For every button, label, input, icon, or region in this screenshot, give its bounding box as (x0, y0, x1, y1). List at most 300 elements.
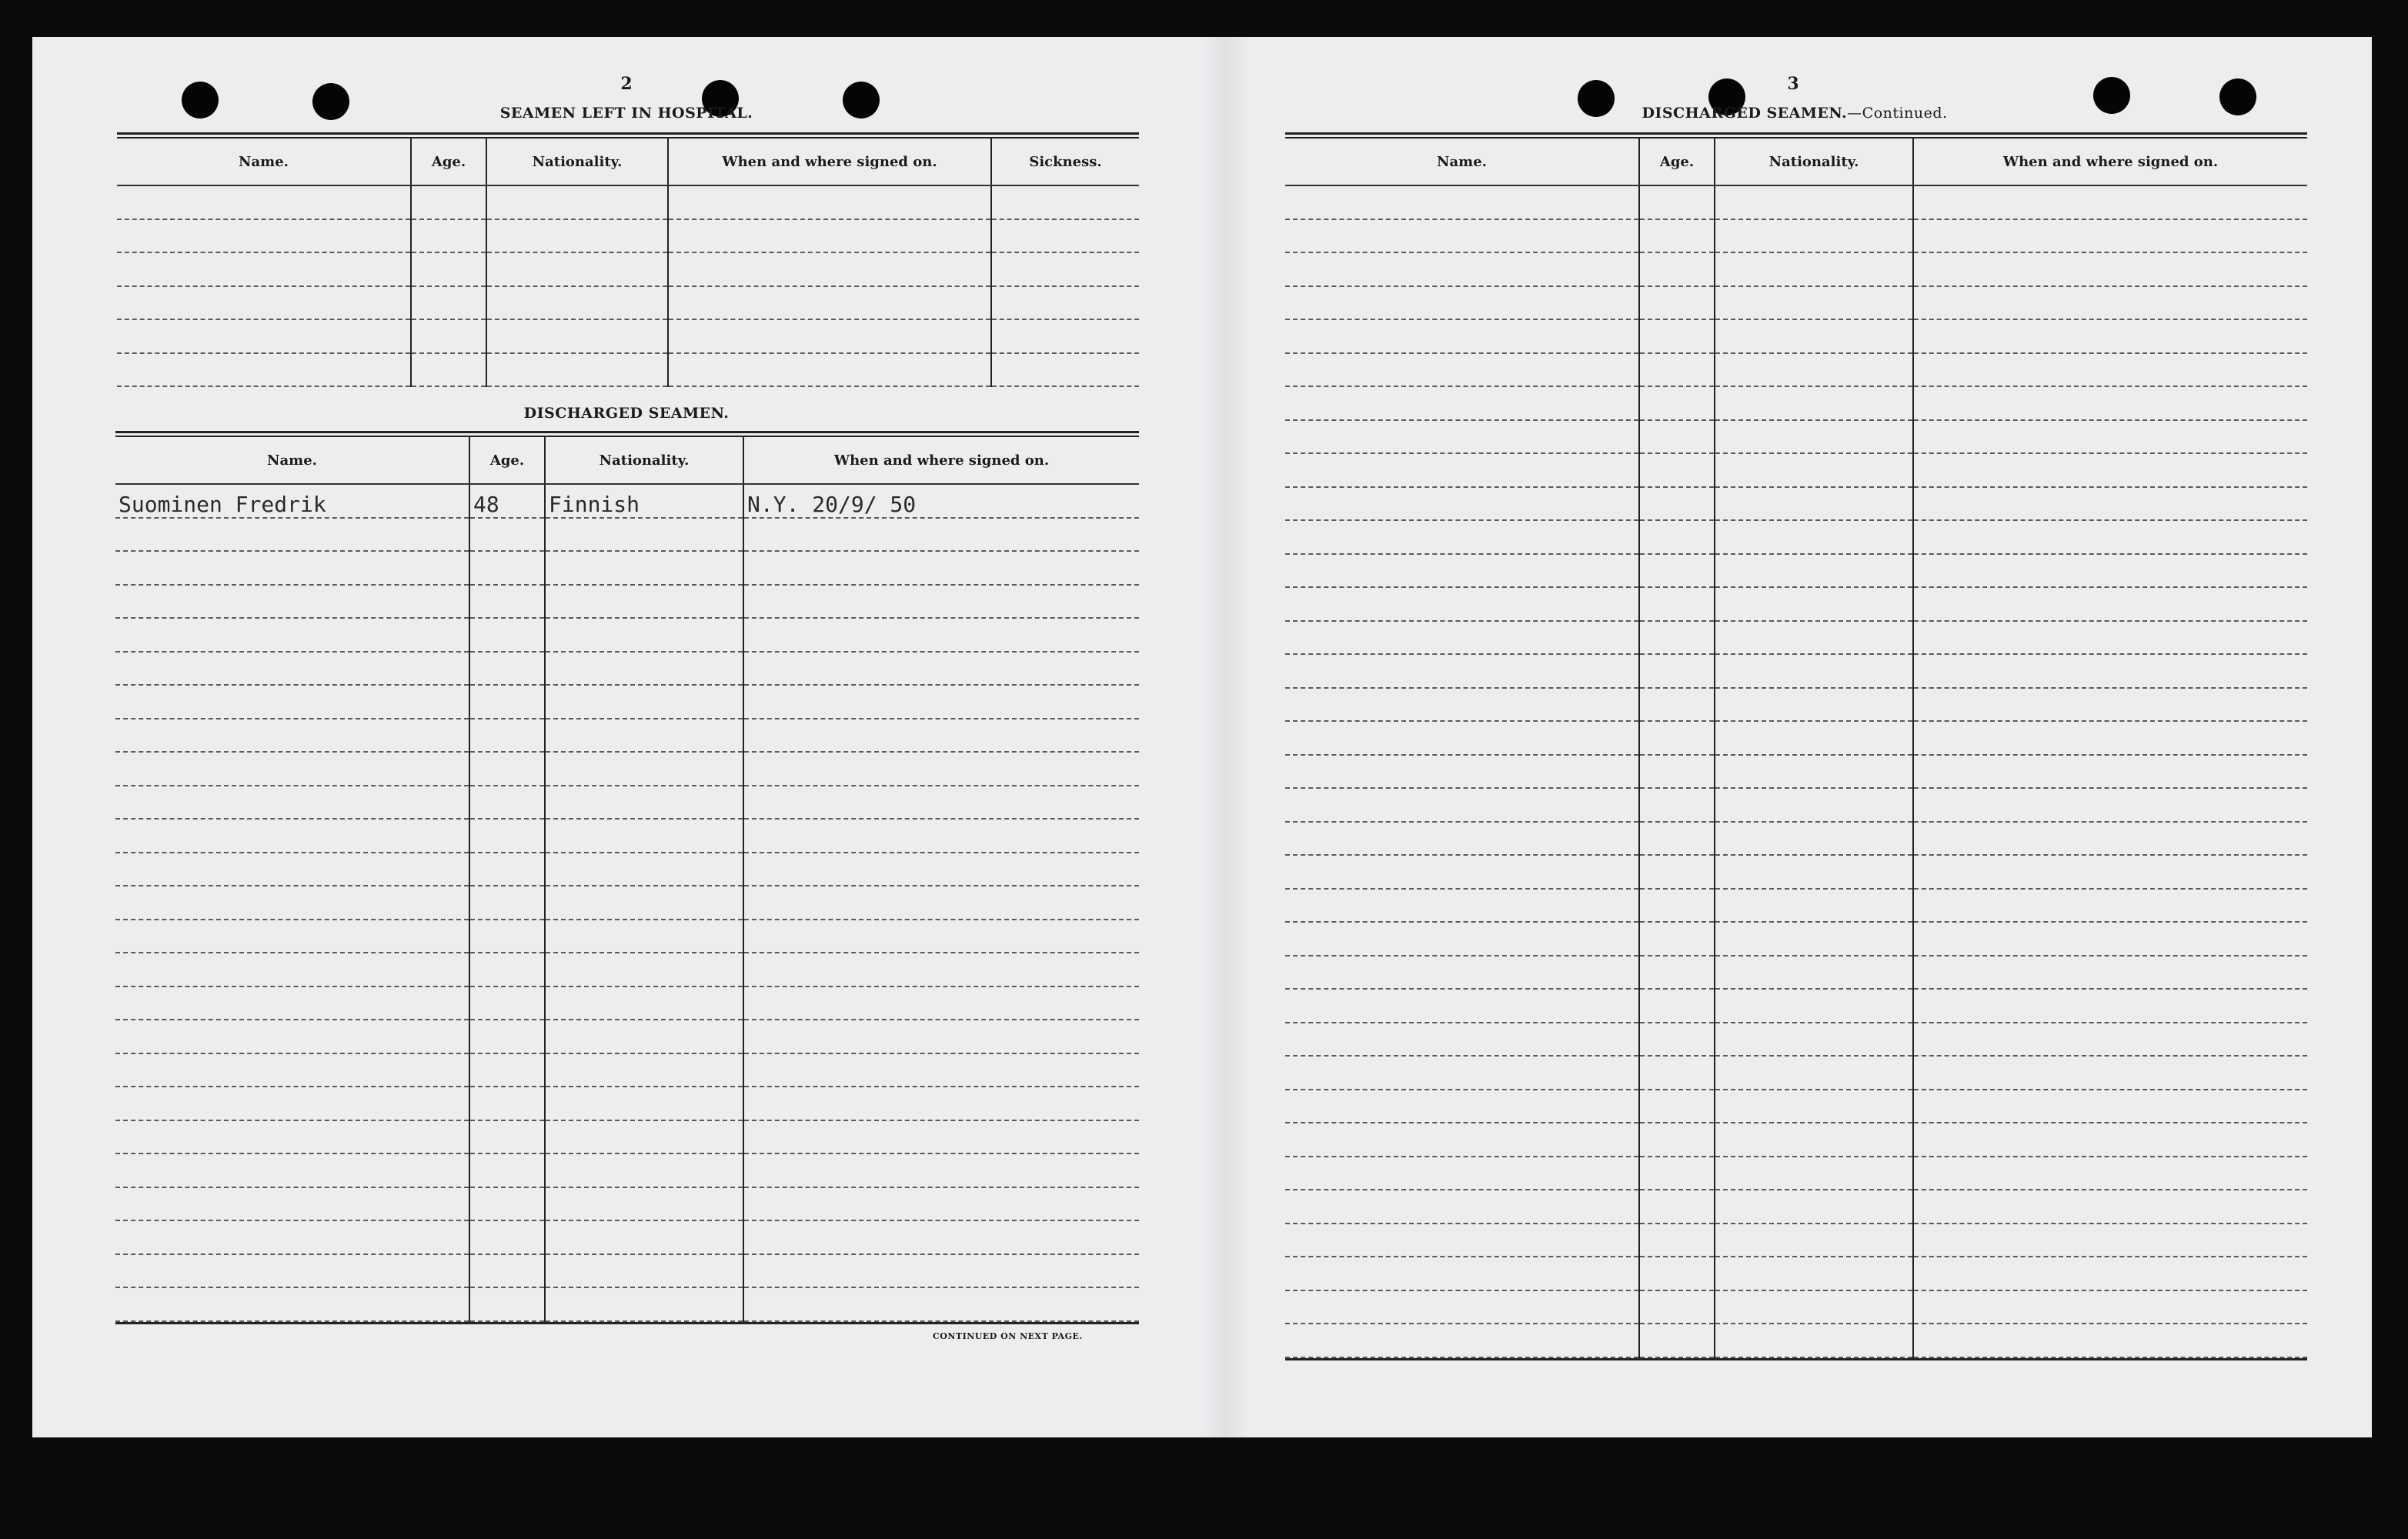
discharged-continued-cell (1639, 420, 1715, 454)
discharged-cell (545, 1220, 743, 1254)
ledger-sheet (32, 37, 2372, 1437)
discharged-continued-cell (1715, 688, 1913, 722)
hospital-row (117, 319, 1139, 353)
discharged-continued-cell (1285, 1056, 1639, 1090)
discharged-cell (545, 953, 743, 986)
discharged-cell (469, 618, 545, 652)
hospital-cell (991, 252, 1139, 286)
discharged-cell (115, 1187, 469, 1221)
discharged-continued-cell (1715, 386, 1913, 420)
discharged-continued-row (1285, 554, 2307, 588)
hospital-column-header: When and where signed on. (668, 139, 991, 185)
discharged-cell (469, 1053, 545, 1087)
discharged-cell (115, 685, 469, 719)
discharged-continued-cell (1715, 1056, 1913, 1090)
discharged-continued-cell (1639, 219, 1715, 253)
discharged-continued-cell (1913, 855, 2307, 889)
discharged-row (115, 819, 1139, 853)
discharged-continued-column-header: When and where signed on. (1913, 139, 2307, 185)
discharged-cell (545, 551, 743, 585)
discharged-continued-cell (1913, 788, 2307, 822)
discharged-cell (115, 719, 469, 753)
discharged-continued-row (1285, 252, 2307, 286)
discharged-column-header: Nationality. (545, 437, 743, 484)
discharged-continued-row (1285, 286, 2307, 320)
discharged-cell (545, 920, 743, 953)
discharged-continued-cell (1639, 855, 1715, 889)
discharged-row (115, 484, 1139, 518)
discharged-continued-row (1285, 219, 2307, 253)
discharged-continued-cell (1285, 654, 1639, 688)
discharged-cell (545, 1153, 743, 1187)
discharged-continued-cell (1715, 1023, 1913, 1057)
hospital-column-header: Name. (117, 139, 411, 185)
discharged-cell (115, 819, 469, 853)
discharged-continued-cell (1715, 1224, 1913, 1257)
discharged-continued-cell (1285, 688, 1639, 722)
discharged-cell (115, 920, 469, 953)
discharged-cell (469, 1254, 545, 1288)
discharged-column-header: Name. (115, 437, 469, 484)
discharged-continued-cell (1715, 219, 1913, 253)
hospital-section-title: SEAMEN LEFT IN HOSPITAL. (499, 105, 753, 122)
discharged-continued-cell (1913, 219, 2307, 253)
discharged-cell (545, 685, 743, 719)
discharged-continued-row (1285, 654, 2307, 688)
discharged-cell (545, 1254, 743, 1288)
discharged-continued-row (1285, 487, 2307, 521)
discharged-cell (115, 618, 469, 652)
hospital-cell (117, 319, 411, 353)
discharged-continued-cell (1913, 1257, 2307, 1290)
discharged-cell (743, 518, 1139, 552)
discharged-continued-cell (1639, 654, 1715, 688)
hospital-column-header: Nationality. (486, 139, 668, 185)
discharged-continued-row (1285, 1224, 2307, 1257)
discharged-continued-cell (1913, 1023, 2307, 1057)
discharged-continued-cell (1913, 1190, 2307, 1224)
discharged-continued-row (1285, 755, 2307, 789)
discharged-cell (115, 953, 469, 986)
discharged-column-header: Age. (469, 437, 545, 484)
hospital-cell (411, 319, 486, 353)
discharged-continued-cell (1639, 755, 1715, 789)
discharged-continued-row (1285, 587, 2307, 621)
hospital-cell (991, 185, 1139, 219)
discharged-continued-cell (1285, 1290, 1639, 1324)
discharged-continued-cell (1913, 420, 2307, 454)
discharged-row (115, 585, 1139, 619)
discharged-continued-cell (1639, 1056, 1715, 1090)
discharged-continued-cell (1285, 1190, 1639, 1224)
hospital-cell (411, 219, 486, 253)
discharged-continued-row (1285, 788, 2307, 822)
discharged-row (115, 1153, 1139, 1187)
discharged-continued-cell (1913, 1224, 2307, 1257)
discharged-continued-cell (1285, 1023, 1639, 1057)
hospital-cell (411, 252, 486, 286)
discharged-continued-cell (1285, 353, 1639, 387)
hospital-column-header: Sickness. (991, 139, 1139, 185)
discharged-continued-cell (1715, 654, 1913, 688)
discharged-cell (545, 719, 743, 753)
discharged-cell: Suominen Fredrik (115, 484, 469, 518)
discharged-row (115, 920, 1139, 953)
hospital-cell (668, 219, 991, 253)
discharged-continued-cell (1639, 252, 1715, 286)
discharged-cell (545, 786, 743, 820)
page-number-right: 3 (1787, 74, 1799, 94)
discharged-continued-cell (1715, 1290, 1913, 1324)
discharged-continued-row (1285, 1023, 2307, 1057)
punch-hole (2219, 78, 2256, 115)
hospital-cell (668, 319, 991, 353)
discharged-cell (469, 585, 545, 619)
discharged-cell (469, 719, 545, 753)
discharged-continued-cell (1285, 386, 1639, 420)
discharged-continued-row (1285, 1290, 2307, 1324)
discharged-cell (545, 853, 743, 886)
discharged-row (115, 551, 1139, 585)
discharged-continued-row (1285, 420, 2307, 454)
discharged-cell (469, 1020, 545, 1053)
discharged-continued-cell (1639, 688, 1715, 722)
discharged-row (115, 652, 1139, 686)
discharged-continued-cell (1639, 889, 1715, 923)
discharged-cell (545, 585, 743, 619)
hospital-cell (117, 219, 411, 253)
discharged-continued-row (1285, 922, 2307, 956)
discharged-continued-cell (1913, 554, 2307, 588)
discharged-continued-cell (1285, 788, 1639, 822)
discharged-row (115, 786, 1139, 820)
discharged-cell (545, 752, 743, 786)
discharged-continued-cell (1285, 855, 1639, 889)
discharged-continued-cell (1715, 1324, 1913, 1357)
discharged-cell (743, 652, 1139, 686)
discharged-continued-cell (1715, 1123, 1913, 1157)
discharged-continued-cell (1285, 956, 1639, 990)
discharged-cell (743, 786, 1139, 820)
discharged-cell (545, 819, 743, 853)
discharged-continued-cell (1913, 453, 2307, 487)
discharged-cell (469, 986, 545, 1020)
discharged-table-left (115, 431, 1139, 1324)
discharged-continued-cell (1639, 1023, 1715, 1057)
discharged-continued-cell (1639, 1090, 1715, 1123)
discharged-continued-cell (1285, 219, 1639, 253)
discharged-continued-cell (1715, 922, 1913, 956)
discharged-continued-cell (1913, 956, 2307, 990)
discharged-continued-cell (1639, 989, 1715, 1023)
discharged-cell (115, 1254, 469, 1288)
discharged-cell (545, 886, 743, 920)
discharged-continued-cell (1913, 621, 2307, 655)
hospital-row (117, 252, 1139, 286)
discharged-continued-cell (1639, 1257, 1715, 1290)
discharged-cell (743, 920, 1139, 953)
discharged-continued-cell (1913, 1290, 2307, 1324)
discharged-cell (743, 1153, 1139, 1187)
discharged-title-text: DISCHARGED SEAMEN. (1642, 105, 1848, 122)
discharged-continued-row (1285, 520, 2307, 554)
discharged-continued-cell (1285, 989, 1639, 1023)
discharged-cell (469, 786, 545, 820)
discharged-continued-cell (1913, 252, 2307, 286)
discharged-cell (115, 986, 469, 1020)
discharged-continued-cell (1285, 453, 1639, 487)
discharged-continued-cell (1715, 956, 1913, 990)
discharged-continued-cell (1715, 721, 1913, 755)
discharged-continued-cell (1715, 520, 1913, 554)
discharged-continued-cell (1715, 319, 1913, 353)
discharged-cell (743, 953, 1139, 986)
discharged-continued-cell (1285, 822, 1639, 856)
discharged-cell (743, 1020, 1139, 1053)
discharged-continued-cell (1639, 554, 1715, 588)
discharged-continued-row (1285, 1090, 2307, 1123)
discharged-continued-cell (1913, 1157, 2307, 1190)
discharged-cell (115, 786, 469, 820)
discharged-continued-cell (1715, 420, 1913, 454)
discharged-continued-cell (1913, 353, 2307, 387)
discharged-continued-row (1285, 989, 2307, 1023)
hospital-cell (991, 353, 1139, 387)
discharged-continued-cell (1913, 1056, 2307, 1090)
hospital-cell (411, 185, 486, 219)
discharged-continued-cell (1715, 353, 1913, 387)
discharged-continued-cell (1715, 855, 1913, 889)
discharged-row (115, 752, 1139, 786)
discharged-cell (743, 1220, 1139, 1254)
discharged-cell (743, 685, 1139, 719)
discharged-cell (743, 719, 1139, 753)
discharged-continued-cell (1639, 319, 1715, 353)
discharged-continued-cell (1639, 1123, 1715, 1157)
discharged-cell (545, 1120, 743, 1154)
discharged-row (115, 1254, 1139, 1288)
discharged-continued-cell (1913, 989, 2307, 1023)
discharged-cell (469, 1187, 545, 1221)
discharged-continued-cell (1913, 1123, 2307, 1157)
discharged-cell (743, 853, 1139, 886)
hospital-cell (486, 353, 668, 387)
discharged-cell (743, 886, 1139, 920)
discharged-cell (469, 953, 545, 986)
hospital-cell (486, 286, 668, 320)
discharged-continued-row (1285, 721, 2307, 755)
discharged-cell (469, 685, 545, 719)
discharged-cell (469, 518, 545, 552)
hospital-cell (991, 286, 1139, 320)
discharged-cell (469, 1287, 545, 1321)
discharged-continued-row (1285, 889, 2307, 923)
page-number-left: 2 (620, 74, 633, 94)
discharged-continued-cell (1913, 286, 2307, 320)
discharged-row (115, 1120, 1139, 1154)
discharged-continued-cell (1913, 822, 2307, 856)
discharged-cell (545, 618, 743, 652)
discharged-cell (469, 752, 545, 786)
discharged-continued-cell (1639, 520, 1715, 554)
discharged-cell (545, 518, 743, 552)
discharged-continued-row (1285, 822, 2307, 856)
discharged-row (115, 685, 1139, 719)
discharged-continued-cell (1639, 453, 1715, 487)
discharged-continued-cell (1715, 989, 1913, 1023)
discharged-continued-cell (1913, 185, 2307, 219)
discharged-continued-row (1285, 386, 2307, 420)
discharged-cell (115, 1153, 469, 1187)
discharged-continued-row (1285, 1056, 2307, 1090)
hospital-cell (117, 286, 411, 320)
discharged-continued-column-header: Name. (1285, 139, 1639, 185)
punch-hole (843, 82, 880, 119)
discharged-continued-cell (1715, 286, 1913, 320)
discharged-continued-row (1285, 1157, 2307, 1190)
discharged-continued-cell (1285, 1224, 1639, 1257)
hospital-cell (668, 286, 991, 320)
discharged-continued-cell (1285, 487, 1639, 521)
discharged-cell (469, 652, 545, 686)
discharged-cell (743, 1087, 1139, 1120)
discharged-continued-cell (1639, 788, 1715, 822)
discharged-continued-cell (1639, 1224, 1715, 1257)
discharged-continued-cell (1913, 487, 2307, 521)
discharged-continued-cell (1715, 1090, 1913, 1123)
discharged-cell (743, 1254, 1139, 1288)
discharged-cell (115, 551, 469, 585)
discharged-cell (469, 886, 545, 920)
discharged-continued-cell (1715, 822, 1913, 856)
discharged-continued-row (1285, 1257, 2307, 1290)
discharged-table-right (1285, 132, 2307, 1360)
hospital-cell (486, 185, 668, 219)
hospital-row (117, 219, 1139, 253)
discharged-continued-cell (1715, 185, 1913, 219)
discharged-cell (115, 853, 469, 886)
discharged-cell (743, 986, 1139, 1020)
discharged-cell (115, 1053, 469, 1087)
hospital-cell (411, 286, 486, 320)
discharged-continued-cell (1913, 319, 2307, 353)
discharged-continued-cell (1639, 386, 1715, 420)
punch-hole (312, 83, 349, 120)
discharged-continued-cell (1285, 1157, 1639, 1190)
hospital-cell (486, 319, 668, 353)
discharged-cell (115, 1220, 469, 1254)
discharged-cell (469, 920, 545, 953)
discharged-cell (743, 1287, 1139, 1321)
hospital-row (117, 286, 1139, 320)
discharged-continued-cell (1715, 554, 1913, 588)
discharged-continued-cell (1285, 252, 1639, 286)
discharged-cell: N.Y. 20/9/ 50 (743, 484, 1139, 518)
discharged-cell (115, 1087, 469, 1120)
discharged-continued-cell (1715, 487, 1913, 521)
discharged-continued-cell (1639, 587, 1715, 621)
discharged-cell (743, 618, 1139, 652)
discharged-cell (469, 1220, 545, 1254)
discharged-continued-cell (1715, 1157, 1913, 1190)
discharged-cell (545, 986, 743, 1020)
hospital-row (117, 185, 1139, 219)
discharged-row (115, 1220, 1139, 1254)
discharged-continued-cell (1715, 889, 1913, 923)
discharged-continued-cell (1913, 654, 2307, 688)
discharged-continued-cell (1285, 420, 1639, 454)
hospital-column-header: Age. (411, 139, 486, 185)
discharged-cell: 48 (469, 484, 545, 518)
discharged-continued-cell (1285, 1324, 1639, 1357)
discharged-continued-cell (1639, 822, 1715, 856)
discharged-continued-cell (1285, 185, 1639, 219)
discharged-continued-cell (1913, 889, 2307, 923)
hospital-cell (117, 353, 411, 387)
discharged-continued-cell (1639, 956, 1715, 990)
discharged-continued-cell (1285, 755, 1639, 789)
discharged-continued-cell (1715, 755, 1913, 789)
hospital-table (117, 132, 1139, 387)
discharged-row (115, 1187, 1139, 1221)
discharged-cell (545, 1087, 743, 1120)
discharged-continued-cell (1285, 922, 1639, 956)
discharged-cell (545, 1020, 743, 1053)
discharged-row (115, 1087, 1139, 1120)
discharged-continued-row (1285, 956, 2307, 990)
discharged-cell (115, 1120, 469, 1154)
discharged-continued-cell (1715, 252, 1913, 286)
discharged-cell (743, 1053, 1139, 1087)
hospital-cell (486, 219, 668, 253)
discharged-continued-cell (1913, 721, 2307, 755)
continued-note: CONTINUED ON NEXT PAGE. (933, 1331, 1083, 1341)
punch-hole (182, 82, 219, 119)
discharged-continued-cell (1639, 487, 1715, 521)
discharged-cell (545, 1187, 743, 1221)
hospital-cell (117, 252, 411, 286)
discharged-continued-cell (1715, 1190, 1913, 1224)
continued-suffix: —Continued. (1847, 105, 1948, 122)
discharged-row (115, 719, 1139, 753)
discharged-continued-cell (1639, 1157, 1715, 1190)
discharged-continued-cell (1285, 286, 1639, 320)
discharged-cell (469, 1153, 545, 1187)
discharged-cell (743, 551, 1139, 585)
discharged-column-header: When and where signed on. (743, 437, 1139, 484)
discharged-cell (545, 1287, 743, 1321)
discharged-continued-cell (1639, 353, 1715, 387)
discharged-continued-cell (1285, 1257, 1639, 1290)
discharged-row (115, 1287, 1139, 1321)
discharged-continued-row (1285, 453, 2307, 487)
hospital-cell (668, 252, 991, 286)
discharged-row (115, 518, 1139, 552)
discharged-continued-row (1285, 1324, 2307, 1357)
discharged-continued-cell (1715, 587, 1913, 621)
discharged-continued-cell (1285, 621, 1639, 655)
discharged-continued-cell (1285, 520, 1639, 554)
hospital-cell (668, 353, 991, 387)
discharged-continued-cell (1913, 1324, 2307, 1357)
discharged-continued-title (1571, 105, 2018, 122)
discharged-continued-cell (1715, 788, 1913, 822)
discharged-continued-row (1285, 1190, 2307, 1224)
discharged-cell (743, 1120, 1139, 1154)
discharged-continued-cell (1285, 1090, 1639, 1123)
discharged-continued-cell (1913, 755, 2307, 789)
discharged-cell (115, 585, 469, 619)
